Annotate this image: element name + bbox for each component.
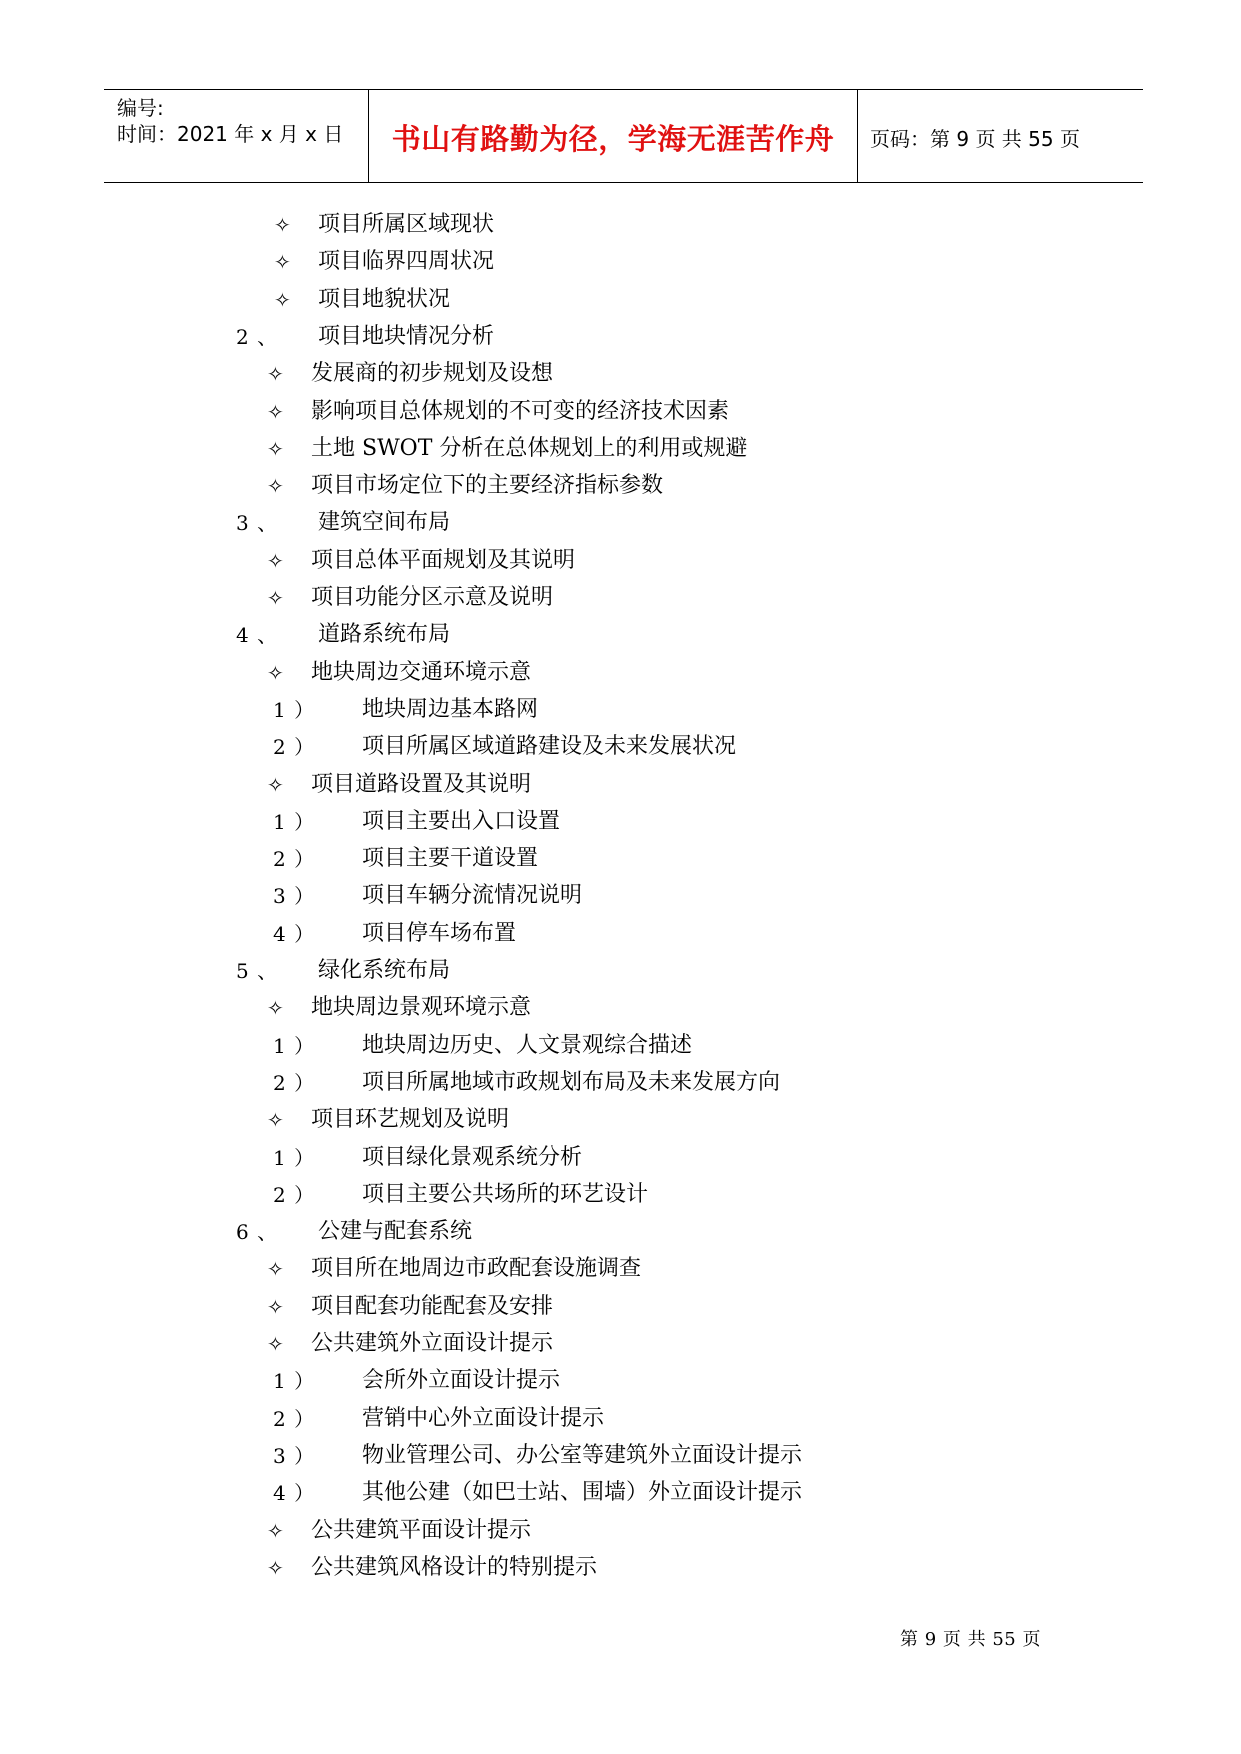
outline-numbered-item	[0, 1143, 1241, 1173]
item-text: 物业管理公司、办公室等建筑外立面设计提示	[362, 1442, 803, 1468]
bullet-diamond-icon: ✧	[267, 548, 285, 573]
section-title: 道路系统布局	[318, 622, 451, 648]
outline-item-text: 公共建筑风格设计的特别提示	[311, 1554, 598, 1580]
item-number: 4 ）	[273, 1481, 316, 1506]
item-text: 项目主要干道设置	[362, 846, 539, 872]
outline-numbered-item	[0, 1031, 1241, 1061]
bullet-diamond-icon: ✧	[274, 213, 292, 237]
outline-bullet-item	[0, 285, 1241, 315]
outline-bullet-item	[0, 1329, 1241, 1359]
bullet-diamond-icon: ✧	[267, 399, 285, 424]
outline-numbered-item	[0, 1180, 1241, 1210]
outline-bullet-item	[0, 471, 1241, 501]
outline-bullet-item	[0, 583, 1241, 613]
outline-item-text: 项目所属区域现状	[318, 212, 495, 237]
item-text: 项目主要出入口设置	[362, 808, 561, 834]
outline-section-heading	[0, 508, 1241, 538]
section-number: 3 、	[236, 511, 279, 536]
outline-numbered-item	[0, 1441, 1241, 1471]
section-number: 2 、	[236, 324, 279, 349]
outline-item-text: 公共建筑外立面设计提示	[311, 1331, 554, 1356]
outline-item-text: 公共建筑平面设计提示	[311, 1517, 532, 1543]
document-number-label: 编号:	[117, 96, 164, 120]
outline-bullet-item	[0, 993, 1241, 1023]
bullet-diamond-icon: ✧	[267, 586, 285, 610]
outline-bullet-item	[0, 1553, 1241, 1583]
outline-item-text: 项目功能分区示意及说明	[311, 585, 554, 610]
bullet-diamond-icon: ✧	[267, 1108, 285, 1133]
outline-section-heading	[0, 956, 1241, 986]
item-number: 1 ）	[273, 1033, 316, 1058]
outline-item-text: 项目配套功能配套及安排	[311, 1293, 554, 1319]
header-left-cell	[104, 90, 368, 182]
outline-bullet-item	[0, 1254, 1241, 1284]
bullet-diamond-icon: ✧	[267, 1518, 285, 1543]
bullet-diamond-icon: ✧	[267, 1332, 285, 1356]
section-title: 绿化系统布局	[318, 958, 451, 983]
item-text: 会所外立面设计提示	[362, 1368, 561, 1394]
outline-bullet-item	[0, 397, 1241, 427]
item-text: 项目停车场布置	[362, 920, 517, 946]
section-title: 项目地块情况分析	[318, 323, 495, 349]
outline-numbered-item	[0, 732, 1241, 762]
outline-numbered-item	[0, 844, 1241, 874]
bullet-diamond-icon: ✧	[267, 474, 285, 499]
item-number: 3 ）	[273, 884, 316, 909]
section-number: 6 、	[236, 1220, 279, 1245]
outline-item-text: 影响项目总体规划的不可变的经济技术因素	[311, 398, 730, 424]
outline-numbered-item	[0, 881, 1241, 911]
page-footer: 第 9 页 共 55 页	[900, 1629, 1041, 1650]
item-number: 1 ）	[273, 1369, 316, 1394]
outline-bullet-item	[0, 434, 1241, 464]
bullet-diamond-icon: ✧	[267, 996, 285, 1021]
page-header	[104, 89, 1143, 183]
bullet-diamond-icon: ✧	[267, 362, 285, 387]
item-number: 1 ）	[273, 1145, 316, 1170]
outline-item-text: 地块周边景观环境示意	[311, 995, 532, 1021]
outline-numbered-item	[0, 1478, 1241, 1508]
header-page-code: 页码：第 9 页 共 55 页	[870, 127, 1080, 151]
outline-section-heading	[0, 1217, 1241, 1247]
item-number: 1 ）	[273, 809, 316, 834]
bullet-diamond-icon: ✧	[267, 1294, 285, 1319]
item-text: 项目主要公共场所的环艺设计	[362, 1181, 649, 1207]
bullet-diamond-icon: ✧	[274, 250, 292, 275]
header-right-cell	[858, 90, 1143, 182]
document-time-label: 时间：2021 年 x 月 x 日	[117, 122, 344, 146]
outline-item-text: 项目道路设置及其说明	[311, 771, 532, 797]
item-text: 项目所属地域市政规划布局及未来发展方向	[362, 1069, 781, 1095]
bullet-diamond-icon: ✧	[267, 436, 285, 461]
bullet-diamond-icon: ✧	[267, 1257, 285, 1282]
outline-item-text: 项目环艺规划及说明	[311, 1107, 510, 1133]
outline-bullet-item	[0, 359, 1241, 389]
outline-section-heading	[0, 322, 1241, 352]
item-text: 地块周边历史、人文景观综合描述	[362, 1032, 693, 1058]
item-text: 其他公建（如巴士站、围墙）外立面设计提示	[362, 1480, 803, 1506]
item-text: 营销中心外立面设计提示	[362, 1405, 605, 1431]
bullet-diamond-icon: ✧	[267, 660, 285, 685]
item-number: 2 ）	[273, 847, 316, 872]
outline-item-text: 土地 SWOT 分析在总体规划上的利用或规避	[311, 435, 748, 461]
outline-numbered-item	[0, 1366, 1241, 1396]
bullet-diamond-icon: ✧	[267, 772, 285, 797]
item-text: 项目车辆分流情况说明	[362, 883, 583, 909]
outline-item-text: 项目所在地周边市政配套设施调查	[311, 1256, 642, 1282]
section-number: 4 、	[236, 623, 279, 648]
header-middle-cell	[368, 90, 858, 182]
outline-item-text: 项目市场定位下的主要经济指标参数	[311, 473, 664, 499]
outline-bullet-item	[0, 1105, 1241, 1135]
outline-numbered-item	[0, 1068, 1241, 1098]
section-title: 公建与配套系统	[318, 1219, 473, 1245]
outline-item-text: 项目地貌状况	[318, 286, 451, 312]
bullet-diamond-icon: ✧	[267, 1555, 285, 1580]
outline-numbered-item	[0, 919, 1241, 949]
section-number: 5 、	[236, 959, 279, 983]
item-number: 2 ）	[273, 1070, 316, 1095]
outline-numbered-item	[0, 807, 1241, 837]
outline-bullet-item	[0, 658, 1241, 688]
outline-item-text: 地块周边交通环境示意	[311, 659, 532, 685]
outline-section-heading	[0, 620, 1241, 650]
item-text: 地块周边基本路网	[362, 696, 539, 722]
outline-numbered-item	[0, 695, 1241, 725]
outline-bullet-item	[0, 1516, 1241, 1546]
item-number: 3 ）	[273, 1443, 316, 1468]
bullet-diamond-icon: ✧	[274, 287, 292, 312]
item-number: 2 ）	[273, 1182, 316, 1207]
header-motto: 书山有路勤为径，学海无涯苦作舟	[391, 122, 835, 156]
outline-item-text: 项目总体平面规划及其说明	[311, 547, 576, 573]
section-title: 建筑空间布局	[318, 510, 451, 536]
item-text: 项目绿化景观系统分析	[362, 1144, 583, 1170]
outline-numbered-item	[0, 1404, 1241, 1434]
item-number: 2 ）	[273, 735, 316, 760]
outline-bullet-item	[0, 546, 1241, 576]
item-text: 项目所属区域道路建设及未来发展状况	[362, 734, 737, 760]
item-number: 1 ）	[273, 697, 316, 722]
outline-bullet-item	[0, 247, 1241, 277]
outline-bullet-item	[0, 210, 1241, 240]
outline-bullet-item	[0, 1292, 1241, 1322]
item-number: 4 ）	[273, 921, 316, 946]
outline-item-text: 发展商的初步规划及设想	[311, 361, 554, 387]
item-number: 2 ）	[273, 1406, 316, 1431]
outline-bullet-item	[0, 770, 1241, 800]
outline-item-text: 项目临界四周状况	[318, 249, 495, 275]
